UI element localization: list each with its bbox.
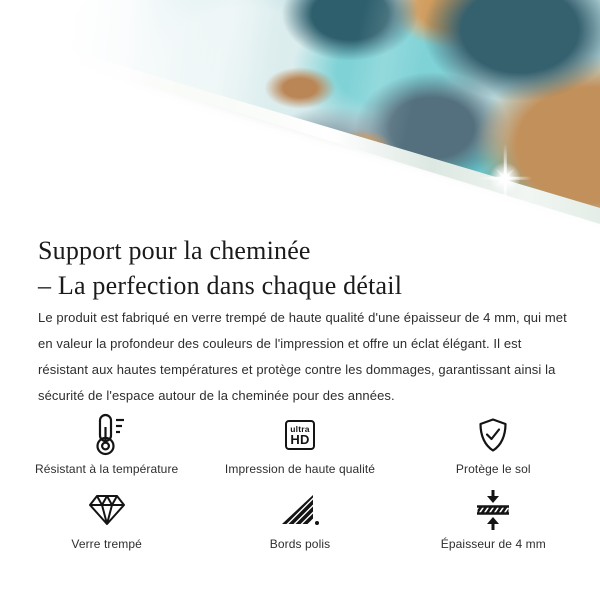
feature-label: Verre trempé bbox=[71, 537, 142, 551]
feature-label: Résistant à la température bbox=[34, 462, 179, 476]
feature-label: Bords polis bbox=[269, 537, 331, 551]
thermometer-icon bbox=[85, 413, 129, 457]
feature-thickness bbox=[397, 488, 590, 551]
product-description: Le produit est fabriqué en verre trempé de haute qualité d'une épaisseur de 4 mm, qui met en valeur la profondeur des couleurs de l'impression et offre un éclat élégant. Il est résistant aux hautes températures et protège contre les dommages, garantissant ainsi la sécurité de l'espace autour de la cheminée pour des années. bbox=[38, 310, 567, 403]
polished-edges-icon bbox=[280, 488, 320, 532]
feature-tempered-glass bbox=[10, 488, 203, 551]
feature-print-quality bbox=[203, 413, 396, 476]
shield-check-icon bbox=[476, 413, 510, 457]
hero-photo bbox=[0, 0, 600, 230]
feature-polished-edges bbox=[203, 488, 396, 551]
page-title-line2: – La perfection dans chaque détail bbox=[38, 271, 403, 300]
feature-floor-protection bbox=[397, 413, 590, 476]
page-title-line1: Support pour la cheminée bbox=[38, 236, 311, 265]
diamond-icon bbox=[88, 488, 126, 532]
ultra-hd-icon: ultra HD bbox=[285, 413, 315, 457]
thickness-icon bbox=[475, 488, 511, 532]
feature-temperature bbox=[10, 413, 203, 476]
photo-white-fade bbox=[0, 0, 600, 230]
page-title bbox=[38, 233, 570, 303]
feature-label: Épaisseur de 4 mm bbox=[440, 537, 546, 551]
feature-grid bbox=[10, 413, 590, 551]
feature-label: Protège le sol bbox=[455, 462, 531, 476]
feature-label: Impression de haute qualité bbox=[224, 462, 376, 476]
